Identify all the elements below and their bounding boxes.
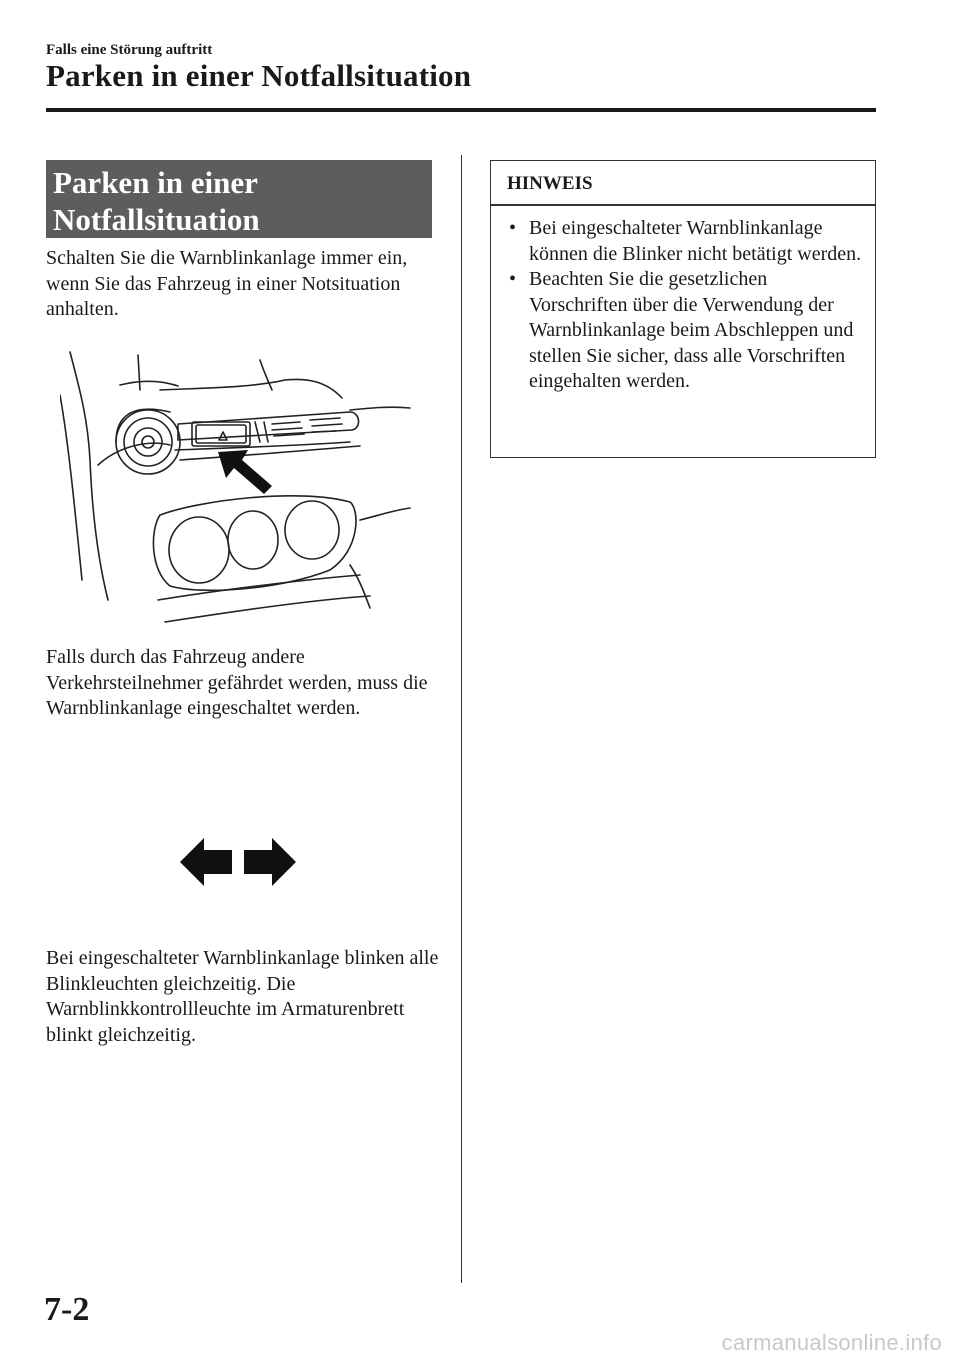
note-item-text: Beachten Sie die gesetzlichen Vorschriften über die Verwendung der Warnblinkanlage beim Abschleppen und stellen Sie sicher, dass alle Vorschriften eingehalten werden. (529, 268, 854, 392)
warning-paragraph: Falls durch das Fahrzeug andere Verkehrsteilnehmer gefährdet werden, muss die Warnblinkanlage eingeschaltet werden. (46, 646, 428, 719)
note-title: HINWEIS (507, 173, 593, 194)
hazard-switch-dashboard-illustration (60, 350, 420, 635)
column-divider (461, 155, 462, 1283)
section-heading-line2: Notfallsituation (53, 202, 260, 237)
turn-signal-arrows-icon (180, 838, 296, 886)
section-heading-line1: Parken in einer (53, 165, 258, 200)
note-item (505, 267, 865, 395)
header-rule (46, 108, 876, 112)
note-list (505, 216, 865, 395)
page-number: 7-2 (44, 1291, 90, 1328)
note-box (490, 160, 876, 458)
section-label: Falls eine Störung auftritt (46, 42, 213, 58)
note-rule (491, 204, 875, 206)
bullet-icon: • (509, 217, 517, 239)
intro-paragraph: Schalten Sie die Warnblinkanlage immer ein, wenn Sie das Fahrzeug in einer Notsituation anhalten. (46, 247, 408, 320)
watermark: carmanualsonline.info (721, 1330, 942, 1355)
page-title: Parken in einer Notfallsituation (46, 58, 472, 93)
indicator-paragraph: Bei eingeschalteter Warnblinkanlage blinken alle Blinkleuchten gleichzeitig. Die Warnblinkkontrollleuchte im Armaturenbrett blinkt gleichzeitig. (46, 947, 439, 1046)
bullet-icon: • (509, 268, 517, 290)
note-item (505, 216, 865, 267)
note-item-text: Bei eingeschalteter Warnblinkanlage können die Blinker nicht betätigt werden. (529, 217, 862, 265)
section-heading (46, 160, 432, 238)
